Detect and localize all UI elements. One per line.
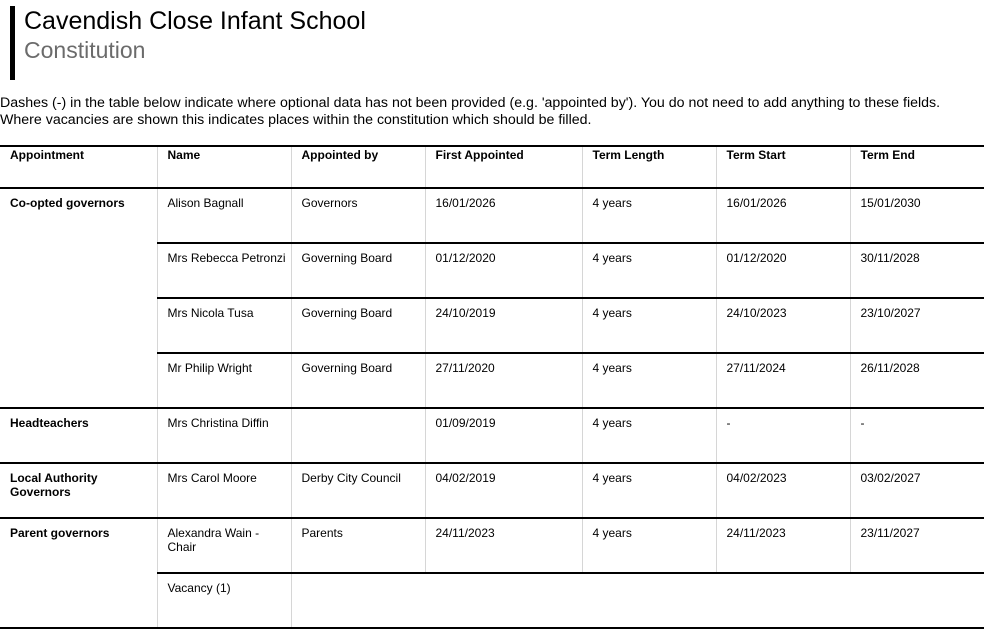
table-row: [0, 188, 984, 243]
first-appointed-cell: 24/11/2023: [425, 518, 582, 573]
term-start-cell: 04/02/2023: [716, 463, 850, 518]
first-appointed-cell: 27/11/2020: [425, 353, 582, 408]
note-line-1: Dashes (-) in the table below indicate where optional data has not been provided (e.g. 'appointed by'). You do not need to add anything to these fields.: [0, 95, 941, 111]
term-start-cell: 24/11/2023: [716, 518, 850, 573]
name-cell: Mrs Nicola Tusa: [157, 298, 291, 353]
table-header-row: [0, 146, 984, 188]
column-header: Term Length: [582, 146, 716, 188]
first-appointed-cell: 01/09/2019: [425, 408, 582, 463]
appointed-by-cell: Governing Board: [291, 353, 425, 408]
name-cell: Mrs Christina Diffin: [157, 408, 291, 463]
appointment-cell: Co-opted governors: [0, 188, 157, 408]
table-row: [0, 408, 984, 463]
term-length-cell: 4 years: [582, 463, 716, 518]
term-length-cell: 4 years: [582, 243, 716, 298]
instructions-note: [0, 95, 984, 129]
term-end-cell: 30/11/2028: [850, 243, 984, 298]
term-end-cell: 23/11/2027: [850, 518, 984, 573]
term-start-cell: 24/10/2023: [716, 298, 850, 353]
constitution-table: [0, 145, 984, 629]
column-header: Appointed by: [291, 146, 425, 188]
first-appointed-cell: 16/01/2026: [425, 188, 582, 243]
term-start-cell: 27/11/2024: [716, 353, 850, 408]
first-appointed-cell: 24/10/2019: [425, 298, 582, 353]
term-length-cell: 4 years: [582, 188, 716, 243]
page-subtitle: Constitution: [24, 37, 146, 63]
term-start-cell: 16/01/2026: [716, 188, 850, 243]
page-header: [10, 6, 366, 80]
term-end-cell: 15/01/2030: [850, 188, 984, 243]
appointment-label: Local Authority Governors: [10, 471, 98, 499]
appointment-cell: Parent governors: [0, 518, 157, 628]
column-header: Appointment: [0, 146, 157, 188]
table-row: [0, 463, 984, 518]
term-start-cell: -: [716, 408, 850, 463]
name-cell: [157, 518, 291, 573]
table-row: [0, 518, 984, 573]
term-end-cell: -: [850, 408, 984, 463]
term-length-cell: 4 years: [582, 408, 716, 463]
name-cell: Mr Philip Wright: [157, 353, 291, 408]
appointed-by-cell: [291, 408, 425, 463]
appointed-by-cell: Governing Board: [291, 243, 425, 298]
first-appointed-cell: 04/02/2019: [425, 463, 582, 518]
name-cell: Vacancy (1): [157, 573, 291, 628]
appointed-by-cell: Governors: [291, 188, 425, 243]
term-length-cell: 4 years: [582, 518, 716, 573]
term-end-cell: 23/10/2027: [850, 298, 984, 353]
appointed-by-cell: Governing Board: [291, 298, 425, 353]
column-header: First Appointed: [425, 146, 582, 188]
first-appointed-cell: 01/12/2020: [425, 243, 582, 298]
column-header: Term Start: [716, 146, 850, 188]
column-header: Name: [157, 146, 291, 188]
appointment-cell: [0, 463, 157, 518]
name-label: Alexandra Wain - Chair: [167, 526, 260, 554]
appointed-by-cell: Parents: [291, 518, 425, 573]
name-cell: Mrs Rebecca Petronzi: [157, 243, 291, 298]
term-end-cell: 03/02/2027: [850, 463, 984, 518]
name-cell: Alison Bagnall: [157, 188, 291, 243]
name-cell: Mrs Carol Moore: [157, 463, 291, 518]
note-line-2: Where vacancies are shown this indicates places within the constitution which should be filled.: [0, 112, 592, 128]
appointment-cell: Headteachers: [0, 408, 157, 463]
vacancy-empty-cell: [291, 573, 984, 628]
term-length-cell: 4 years: [582, 298, 716, 353]
term-start-cell: 01/12/2020: [716, 243, 850, 298]
column-header: Term End: [850, 146, 984, 188]
page-title: Cavendish Close Infant School: [24, 7, 366, 35]
appointed-by-cell: Derby City Council: [291, 463, 425, 518]
term-length-cell: 4 years: [582, 353, 716, 408]
term-end-cell: 26/11/2028: [850, 353, 984, 408]
